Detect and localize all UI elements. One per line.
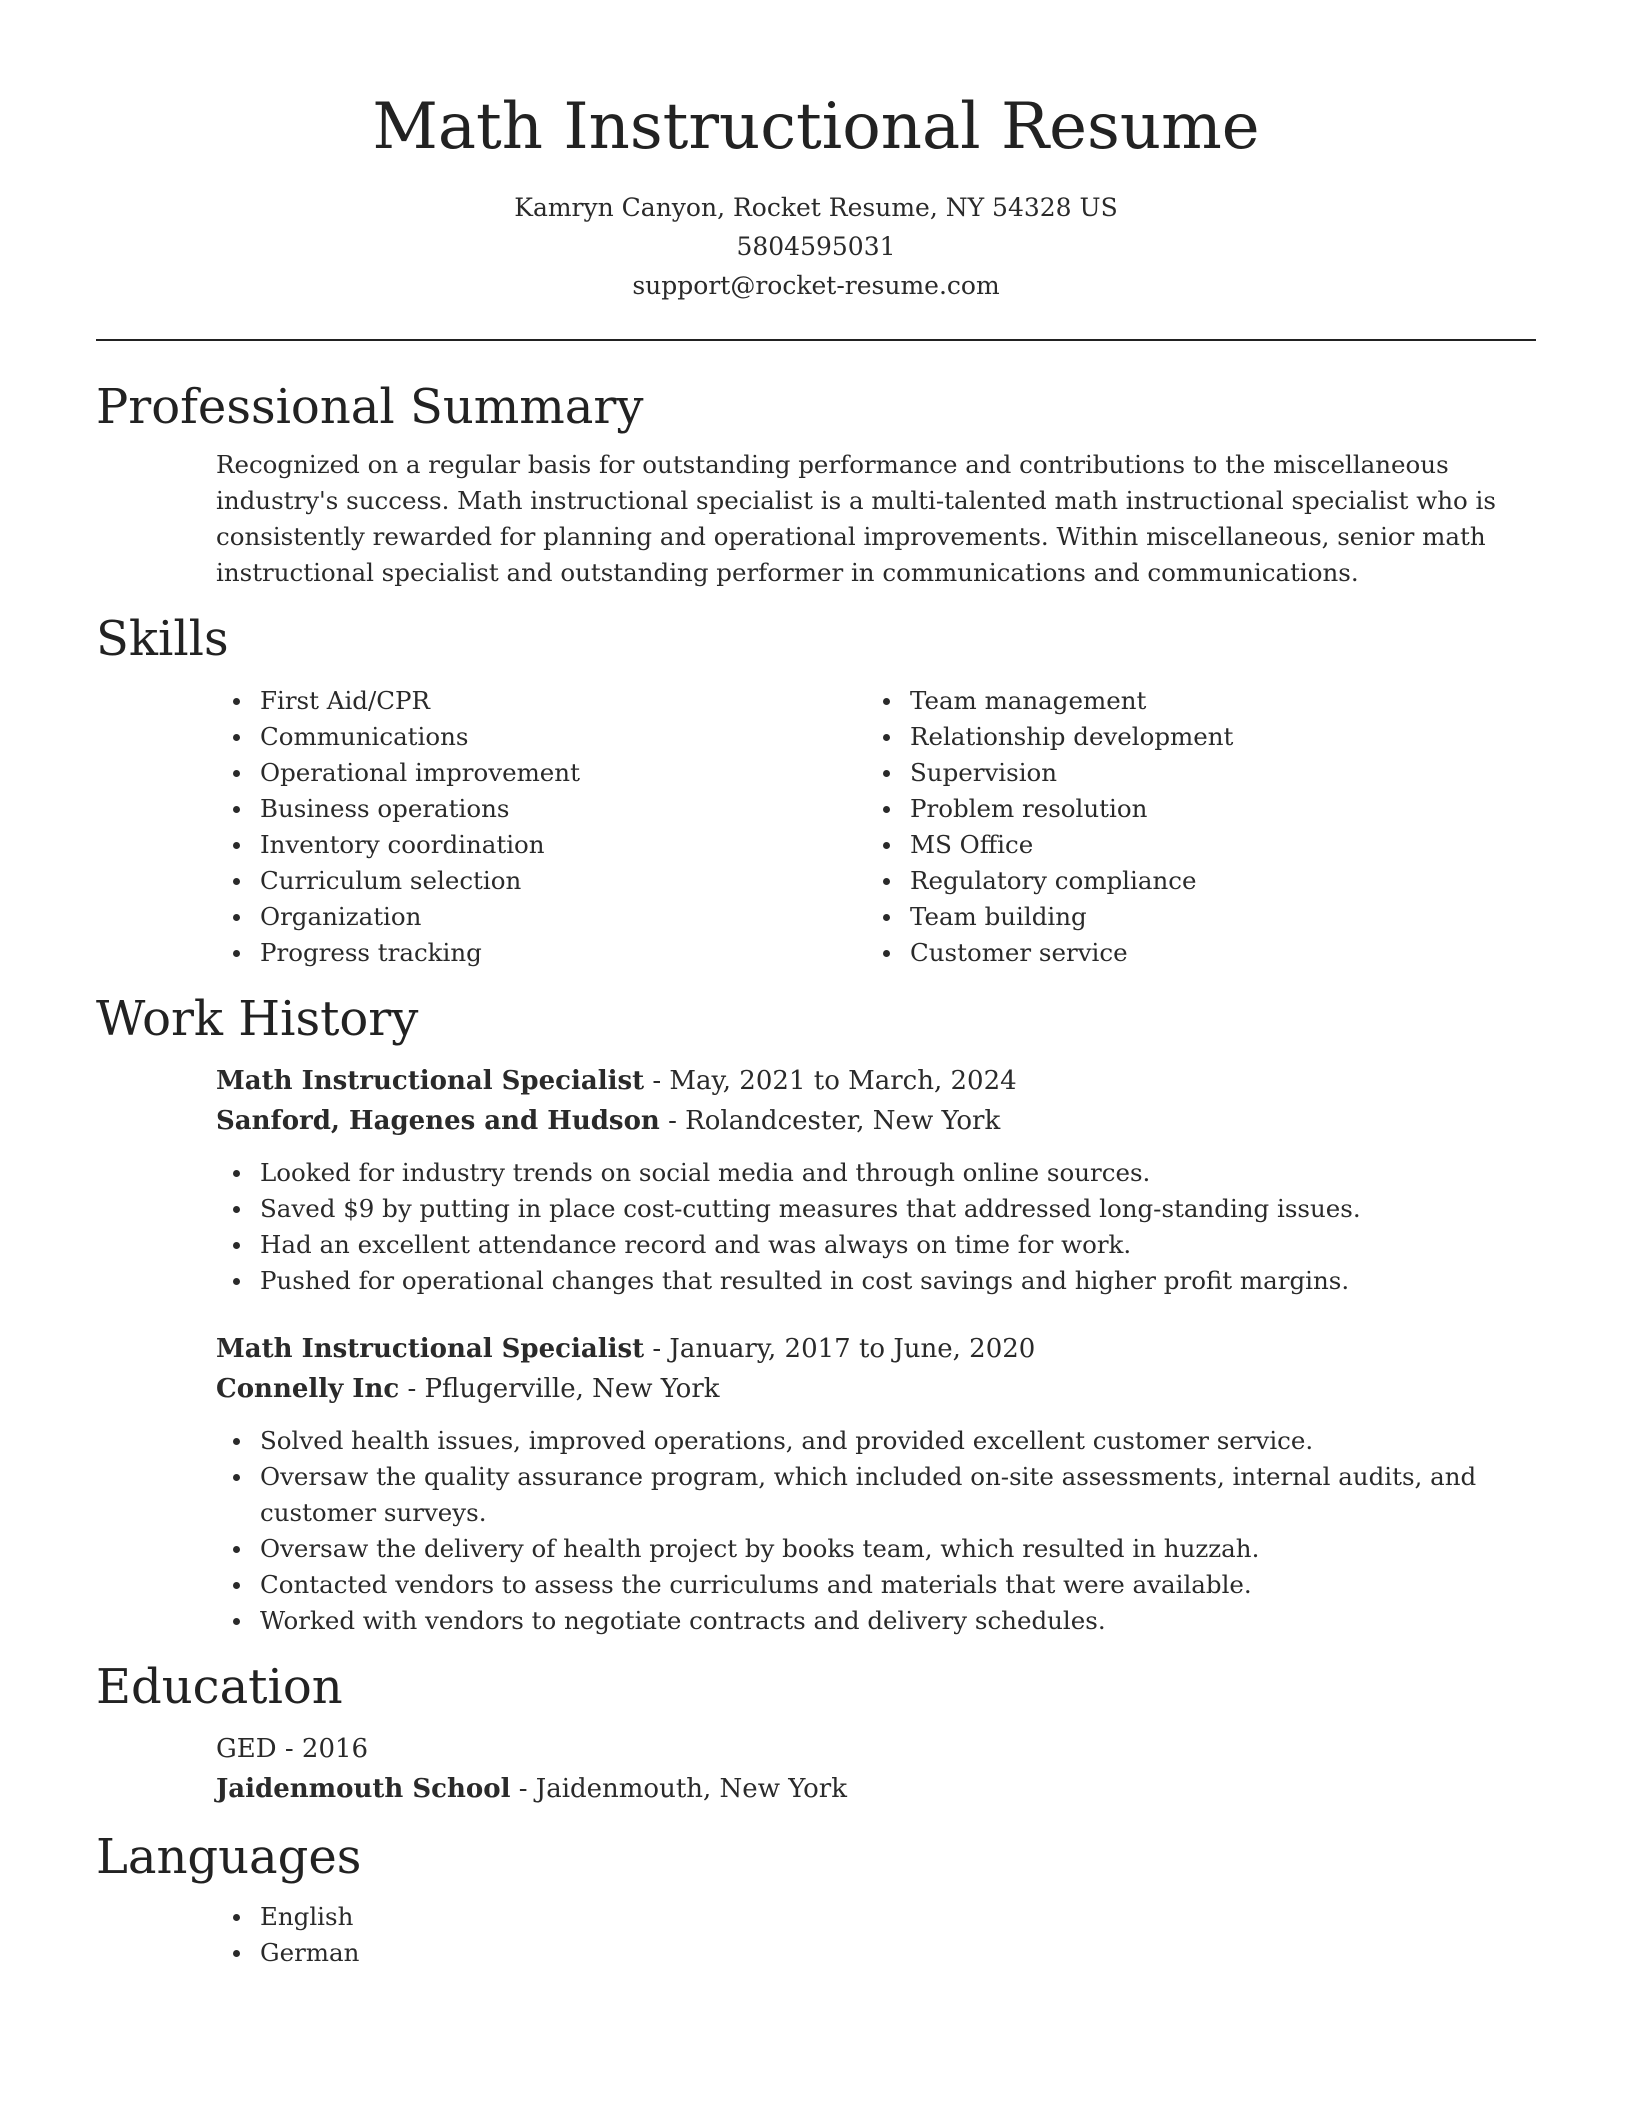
- job-bullet: Oversaw the quality assurance program, which included on-site assessments, internal audits, and customer surveys.: [216, 1459, 1536, 1531]
- skill-item: Business operations: [216, 791, 866, 827]
- education-school-line: [216, 1769, 1536, 1809]
- summary-heading: Professional Summary: [96, 379, 644, 435]
- education-location: - Jaidenmouth, New York: [510, 1774, 847, 1804]
- summary-text: Recognized on a regular basis for outstanding performance and contributions to the miscellaneous industry's success. Math instructional specialist is a multi-talented math instructional specialist who is consistently rewarded for planning and operational improvements. Within miscellaneous, senior math instructional specialist and outstanding performer in communications and communications.: [216, 450, 1496, 587]
- job-company-line: [216, 1369, 1536, 1409]
- skills-section: [96, 609, 1536, 971]
- job-bullet: Pushed for operational changes that resulted in cost savings and higher profit margins.: [216, 1263, 1536, 1299]
- education-heading: Education: [96, 1659, 343, 1715]
- job-dates: - May, 2021 to March, 2024: [644, 1066, 1017, 1096]
- languages-list: [216, 1899, 1536, 1971]
- education-section: [96, 1657, 1536, 1809]
- work-heading: Work History: [96, 991, 419, 1047]
- skill-item: MS Office: [866, 827, 1516, 863]
- job-bullets: [216, 1423, 1536, 1639]
- skill-item: Operational improvement: [216, 755, 866, 791]
- contact-address: Kamryn Canyon, Rocket Resume, NY 54328 US: [514, 193, 1118, 222]
- job-location: - Pflugerville, New York: [399, 1374, 720, 1404]
- language-item: English: [216, 1899, 1536, 1935]
- job-entry: [96, 1329, 1536, 1639]
- job-bullet: Oversaw the delivery of health project by books team, which resulted in huzzah.: [216, 1531, 1536, 1567]
- skills-grid: [96, 683, 1536, 971]
- skill-item: Team management: [866, 683, 1516, 719]
- skill-item: Curriculum selection: [216, 863, 866, 899]
- education-entry: [96, 1729, 1536, 1809]
- job-company-line: [216, 1101, 1536, 1141]
- skill-item: First Aid/CPR: [216, 683, 866, 719]
- job-bullet: Had an excellent attendance record and was always on time for work.: [216, 1227, 1536, 1263]
- education-degree: GED - 2016: [216, 1734, 369, 1764]
- skill-item: Progress tracking: [216, 935, 866, 971]
- skill-item: Regulatory compliance: [866, 863, 1516, 899]
- contact-block: [96, 188, 1536, 305]
- contact-email: support@rocket-resume.com: [632, 271, 1000, 300]
- summary-section: [96, 377, 1536, 591]
- work-section: [96, 989, 1536, 1639]
- job-title: Math Instructional Specialist: [216, 1066, 645, 1096]
- language-item: German: [216, 1935, 1536, 1971]
- skill-item: Team building: [866, 899, 1516, 935]
- skill-item: Customer service: [866, 935, 1516, 971]
- job-company: Connelly Inc: [216, 1374, 400, 1404]
- languages-heading: Languages: [96, 1829, 362, 1885]
- education-school: Jaidenmouth School: [216, 1774, 511, 1804]
- job-bullets: [216, 1155, 1536, 1299]
- skill-item: Supervision: [866, 755, 1516, 791]
- skills-heading: Skills: [96, 611, 229, 667]
- job-dates: - January, 2017 to June, 2020: [644, 1334, 1036, 1364]
- summary-body: [96, 447, 1536, 591]
- job-bullet: Solved health issues, improved operations, and provided excellent customer service.: [216, 1423, 1536, 1459]
- job-title-line: [216, 1061, 1536, 1101]
- contact-phone: 5804595031: [736, 232, 896, 261]
- resume-header: [96, 0, 1536, 305]
- job-bullet: Looked for industry trends on social media and through online sources.: [216, 1155, 1536, 1191]
- job-bullet: Saved $9 by putting in place cost-cutting measures that addressed long-standing issues.: [216, 1191, 1536, 1227]
- job-title: Math Instructional Specialist: [216, 1334, 645, 1364]
- skills-list-left: [216, 683, 866, 971]
- skill-item: Problem resolution: [866, 791, 1516, 827]
- job-title-line: [216, 1329, 1536, 1369]
- job-bullet: Worked with vendors to negotiate contracts and delivery schedules.: [216, 1603, 1536, 1639]
- header-divider: [96, 339, 1536, 341]
- job-location: - Rolandcester, New York: [659, 1106, 1001, 1136]
- job-bullet: Contacted vendors to assess the curriculums and materials that were available.: [216, 1567, 1536, 1603]
- skill-item: Communications: [216, 719, 866, 755]
- languages-body: [96, 1899, 1536, 1971]
- skill-item: Organization: [216, 899, 866, 935]
- resume-title: Math Instructional Resume: [372, 90, 1260, 164]
- job-company: Sanford, Hagenes and Hudson: [216, 1106, 660, 1136]
- job-entry: [96, 1061, 1536, 1299]
- skills-list-right: [866, 683, 1516, 971]
- languages-section: [96, 1827, 1536, 1971]
- skill-item: Inventory coordination: [216, 827, 866, 863]
- skill-item: Relationship development: [866, 719, 1516, 755]
